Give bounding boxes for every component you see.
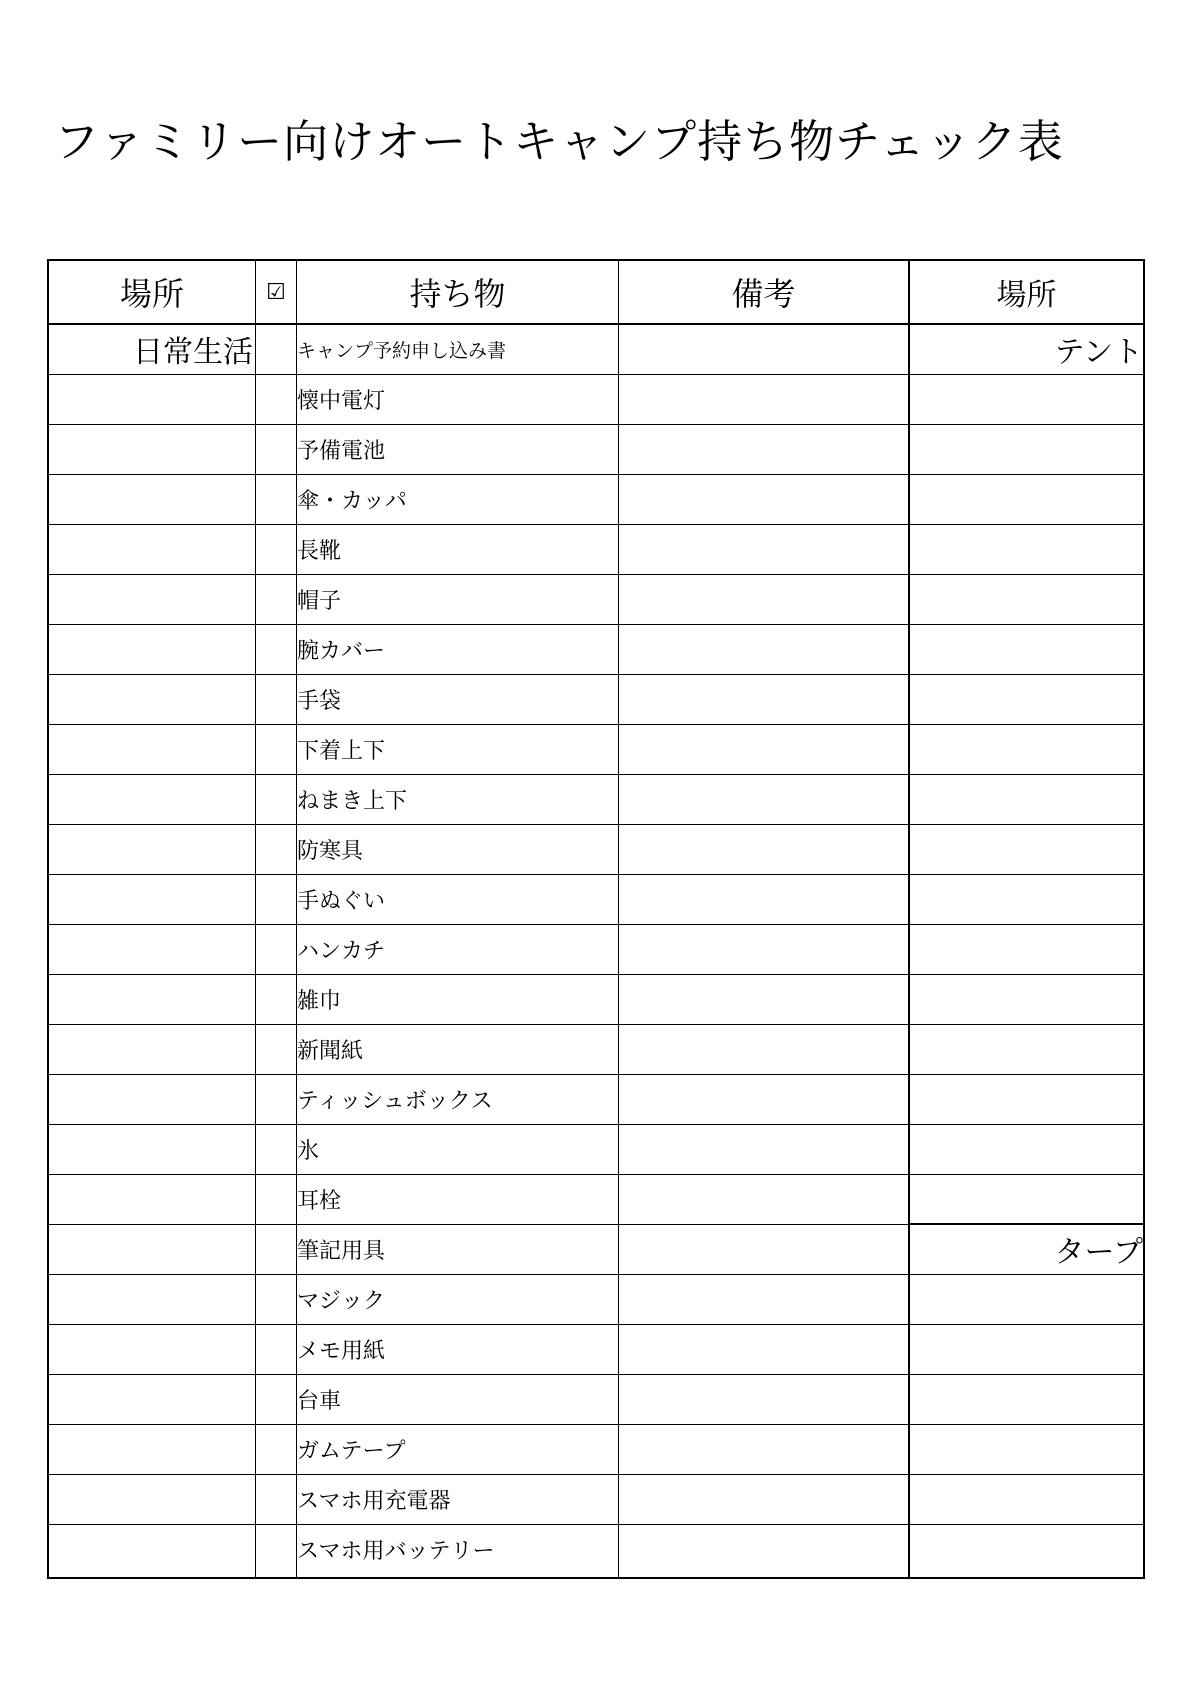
row-divider — [49, 824, 1143, 825]
row-divider — [49, 1024, 1143, 1025]
category-daily-life: 日常生活 — [133, 335, 253, 370]
checkbox-cell[interactable] — [256, 474, 296, 524]
header-divider — [49, 323, 1143, 325]
checklist-item: マジック — [297, 1288, 386, 1314]
checklist-item: 氷 — [297, 1138, 320, 1164]
checkbox-cell[interactable] — [256, 524, 296, 574]
row-divider — [49, 724, 1143, 725]
row-divider — [49, 774, 1143, 775]
checklist-item: 雑巾 — [297, 988, 342, 1014]
checklist-item: 防寒具 — [297, 838, 364, 864]
row-divider — [49, 524, 1143, 525]
checklist-item: ねまき上下 — [297, 788, 408, 814]
checklist-item: 傘・カッパ — [297, 488, 407, 514]
row-divider — [49, 1524, 1143, 1525]
category-tarp: タープ — [1054, 1235, 1143, 1270]
checklist-item: スマホ用バッテリー — [297, 1538, 495, 1564]
checkbox-cell[interactable] — [256, 824, 296, 874]
checkbox-cell[interactable] — [256, 1224, 296, 1274]
row-divider — [49, 1474, 1143, 1475]
checkbox-cell[interactable] — [256, 774, 296, 824]
checklist-item: 耳栓 — [297, 1188, 342, 1214]
checkbox-cell[interactable] — [256, 374, 296, 424]
checklist-item: 腕カバー — [297, 638, 386, 664]
header-note: 備考 — [731, 275, 796, 313]
checklist-item: 長靴 — [297, 538, 342, 564]
checkbox-cell[interactable] — [256, 574, 296, 624]
checklist-item: 予備電池 — [297, 438, 386, 464]
checklist-item: ガムテープ — [297, 1438, 406, 1464]
row-divider — [49, 1074, 1143, 1075]
checklist-item: 下着上下 — [297, 738, 386, 764]
checkbox-cell[interactable] — [256, 624, 296, 674]
checkbox-cell[interactable] — [256, 324, 296, 374]
checkbox-cell[interactable] — [256, 874, 296, 924]
checklist-item: 新聞紙 — [297, 1038, 364, 1064]
checklist-item: 手ぬぐい — [297, 888, 386, 914]
checklist-item: 筆記用具 — [297, 1238, 386, 1264]
row-divider — [49, 674, 1143, 675]
row-divider — [49, 1374, 1143, 1375]
row-divider — [49, 474, 1143, 475]
row-divider — [49, 1424, 1143, 1425]
checkbox-cell[interactable] — [256, 1524, 296, 1574]
row-divider — [49, 624, 1143, 625]
checkbox-cell[interactable] — [256, 1174, 296, 1224]
column-divider — [618, 261, 619, 1577]
row-divider — [49, 924, 1143, 925]
category-tent: テント — [1054, 335, 1143, 370]
checklist-item: スマホ用充電器 — [297, 1488, 451, 1514]
checkbox-cell[interactable] — [256, 1074, 296, 1124]
checklist-item: ハンカチ — [297, 938, 386, 964]
header-location: 場所 — [119, 275, 184, 313]
checklist-item: 手袋 — [297, 688, 342, 714]
checkbox-cell[interactable] — [256, 1374, 296, 1424]
checklist-item: 懐中電灯 — [297, 388, 386, 414]
checkbox-cell[interactable] — [256, 1274, 296, 1324]
row-divider — [49, 1174, 1143, 1175]
checklist-item: キャンプ予約申し込み書 — [297, 339, 507, 362]
row-divider — [49, 574, 1143, 575]
row-divider — [49, 1274, 1143, 1275]
checkbox-cell[interactable] — [256, 1024, 296, 1074]
checklist-item: メモ用紙 — [297, 1338, 386, 1364]
row-divider — [49, 424, 1143, 425]
row-divider — [49, 974, 1143, 975]
checkbox-cell[interactable] — [256, 1324, 296, 1374]
checkbox-cell[interactable] — [256, 724, 296, 774]
header-location-right: 場所 — [996, 278, 1057, 313]
row-divider — [49, 1324, 1143, 1325]
checklist-item: 帽子 — [297, 588, 342, 614]
row-divider — [49, 374, 1143, 375]
header-check-icon: ☑ — [266, 279, 286, 305]
checkbox-cell[interactable] — [256, 924, 296, 974]
checklist-table — [47, 259, 1145, 1579]
column-divider — [908, 261, 910, 1577]
category-divider — [910, 1223, 1143, 1225]
checkbox-cell[interactable] — [256, 1474, 296, 1524]
checkbox-cell[interactable] — [256, 1124, 296, 1174]
checkbox-cell[interactable] — [256, 1424, 296, 1474]
header-item: 持ち物 — [409, 275, 506, 313]
checkbox-cell[interactable] — [256, 974, 296, 1024]
checkbox-cell[interactable] — [256, 674, 296, 724]
row-divider — [49, 874, 1143, 875]
row-divider — [49, 1124, 1143, 1125]
checklist-item: 台車 — [297, 1388, 342, 1414]
checklist-item: ティッシュボックス — [297, 1088, 493, 1114]
page-title: ファミリー向けオートキャンプ持ち物チェック表 — [54, 115, 1064, 168]
checkbox-cell[interactable] — [256, 424, 296, 474]
